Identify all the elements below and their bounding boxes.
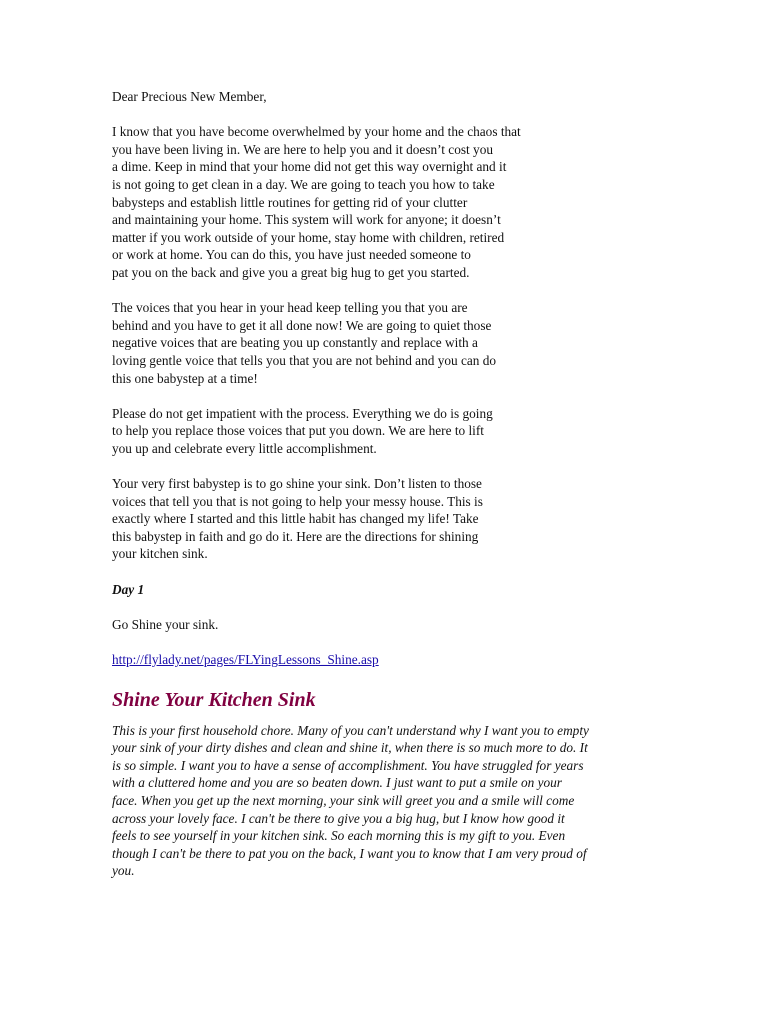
flylady-lesson-link[interactable]: http://flylady.net/pages/FLYingLessons_Shine.asp — [112, 652, 379, 667]
paragraph-first-babystep — [112, 475, 660, 563]
text-line: your sink of your dirty dishes and clean and shine it, when there is so much more to do. It — [112, 740, 588, 756]
text-line: and maintaining your home. This system will work for anyone; it doesn’t — [112, 212, 501, 228]
text-line: you. — [112, 863, 135, 879]
text-line: The voices that you hear in your head keep telling you that you are — [112, 300, 468, 316]
text-line: loving gentle voice that tells you that you are not behind and you can do — [112, 352, 497, 368]
text-line: Your very first babystep is to go shine your sink. Don’t listen to those — [112, 476, 482, 492]
text-line: This is your first household chore. Many of you can't understand why I want you to empty — [112, 722, 589, 738]
document-page — [112, 88, 660, 880]
text-line: is so simple. I want you to have a sense of accomplishment. You have struggled for years — [112, 757, 584, 773]
section-body — [112, 722, 657, 880]
text-line: is not going to get clean in a day. We are going to teach you how to take — [112, 176, 495, 192]
text-line: pat you on the back and give you a great big hug to get you started. — [112, 264, 470, 280]
text-line: you up and celebrate every little accomplishment. — [112, 440, 377, 456]
section-heading: Shine Your Kitchen Sink — [112, 688, 316, 711]
salutation: Dear Precious New Member, — [112, 89, 267, 104]
text-line: exactly where I started and this little habit has changed my life! Take — [112, 511, 479, 527]
day-label: Day 1 — [112, 581, 145, 597]
text-line: face. When you get up the next morning, your sink will greet you and a smile will come — [112, 792, 575, 808]
text-line: with a cluttered home and you are so beaten down. I just want to put a smile on your — [112, 775, 562, 791]
text-line: a dime. Keep in mind that your home did not get this way overnight and it — [112, 159, 507, 175]
text-line: to help you replace those voices that put you down. We are here to lift — [112, 423, 484, 439]
text-line: behind and you have to get it all done now! We are going to quiet those — [112, 317, 492, 333]
text-line: babysteps and establish little routines for getting rid of your clutter — [112, 194, 468, 210]
day-instruction: Go Shine your sink. — [112, 616, 219, 632]
text-line: Please do not get impatient with the process. Everything we do is going — [112, 405, 493, 421]
text-line: across your lovely face. I can't be there to give you a big hug, but I know how good it — [112, 810, 565, 826]
paragraph-voices — [112, 299, 660, 387]
text-line: I know that you have become overwhelmed by your home and the chaos that — [112, 124, 521, 140]
paragraph-intro — [112, 123, 660, 281]
text-line: matter if you work outside of your home, stay home with children, retired — [112, 229, 505, 245]
text-line: or work at home. You can do this, you have just needed someone to — [112, 247, 471, 263]
text-line: this babystep in faith and go do it. Here are the directions for shining — [112, 528, 479, 544]
text-line: your kitchen sink. — [112, 546, 208, 562]
text-line: voices that tell you that is not going to help your messy house. This is — [112, 493, 483, 509]
text-line: you have been living in. We are here to help you and it doesn’t cost you — [112, 141, 493, 157]
text-line: feels to see yourself in your kitchen sink. So each morning this is my gift to you. Even — [112, 828, 566, 844]
text-line: this one babystep at a time! — [112, 370, 258, 386]
text-line: negative voices that are beating you up constantly and replace with a — [112, 335, 478, 351]
text-line: though I can't be there to pat you on the back, I want you to know that I am very proud of — [112, 845, 587, 861]
paragraph-patience — [112, 405, 660, 458]
